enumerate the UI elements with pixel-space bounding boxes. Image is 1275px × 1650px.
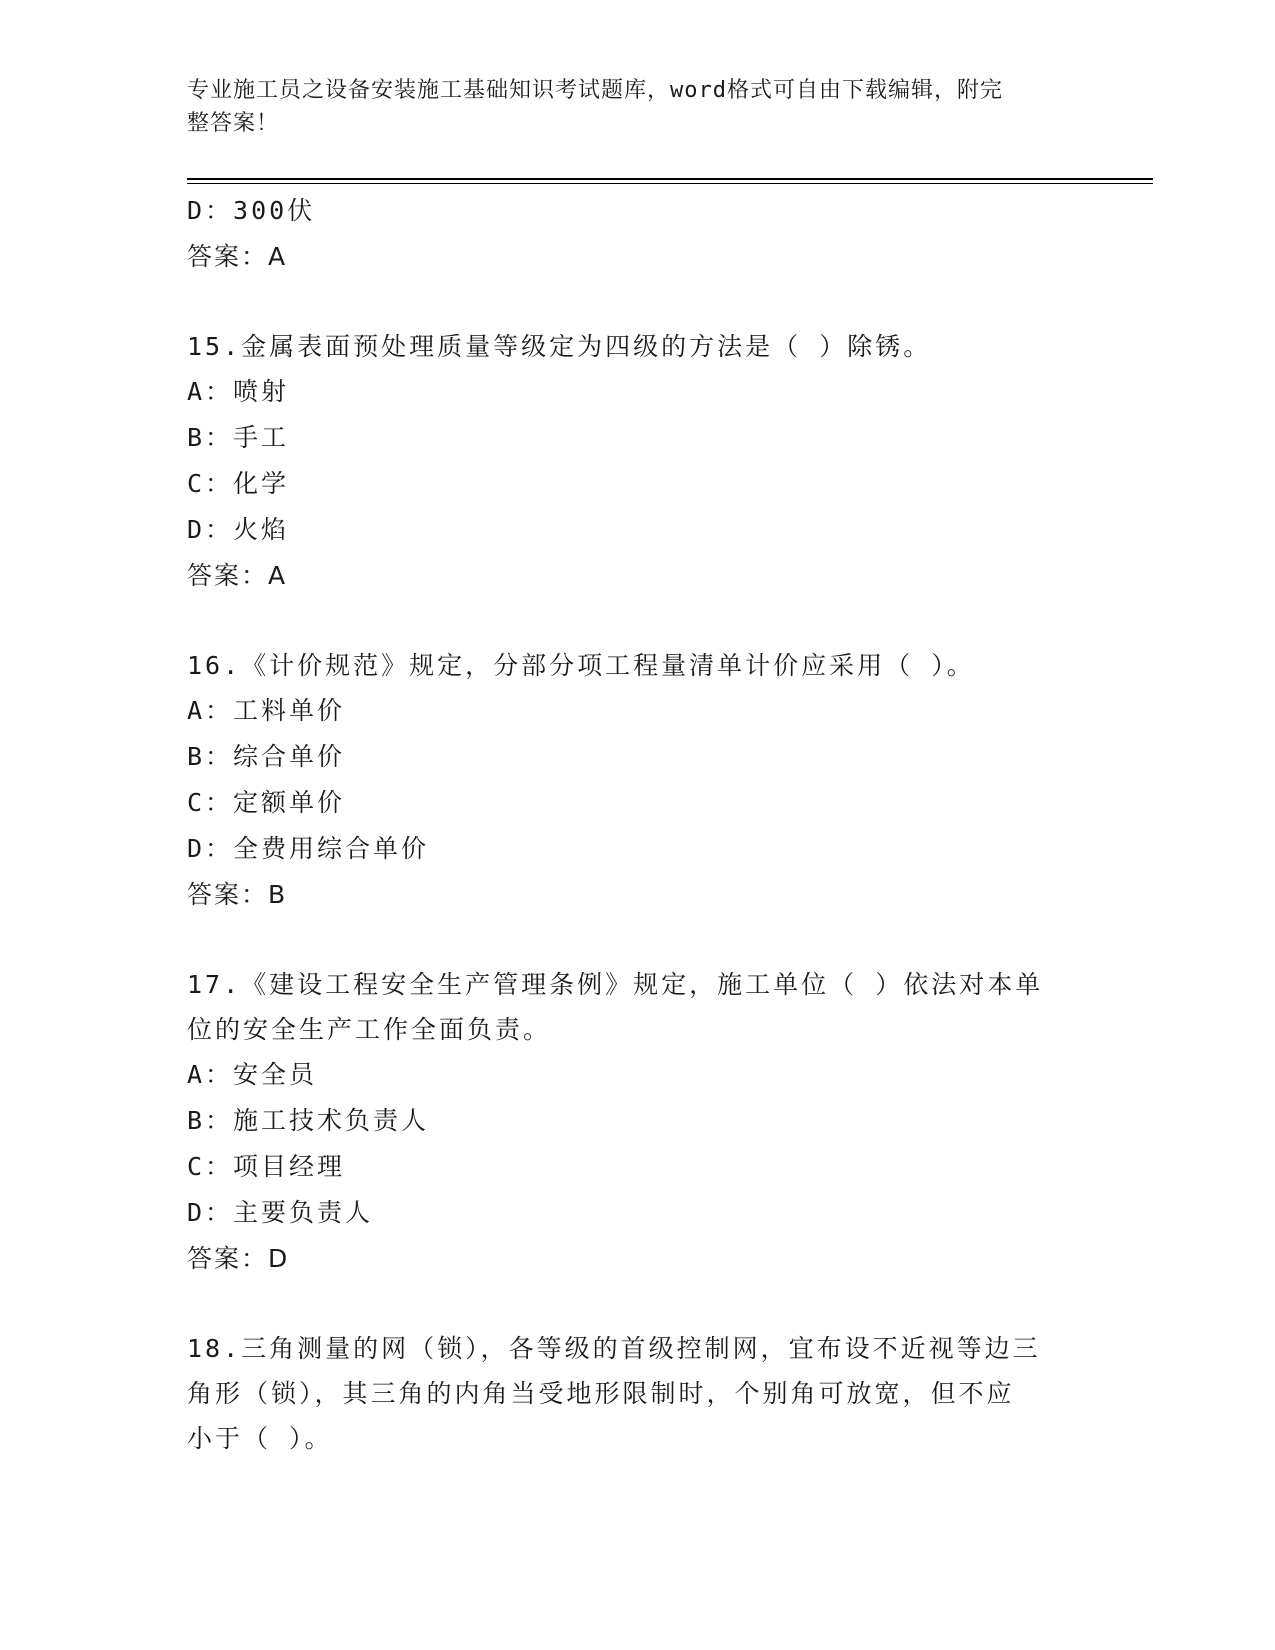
question-text: 位的安全生产工作全面负责。 [187, 1015, 552, 1044]
previous-question-tail [187, 188, 1087, 280]
option-d: D：火焰 [187, 515, 290, 544]
option-a: A：工料单价 [187, 696, 346, 725]
option-d: D：主要负责人 [187, 1198, 374, 1227]
question-18 [187, 1326, 1087, 1461]
question-text: 小于（ ）。 [187, 1424, 333, 1453]
question-text: 15.金属表面预处理质量等级定为四级的方法是（ ）除锈。 [187, 332, 932, 361]
question-text: 18.三角测量的网（锁），各等级的首级控制网，宜布设不近视等边三 [187, 1334, 1041, 1363]
option-b: B：综合单价 [187, 742, 346, 771]
answer-line: 答案：A [187, 242, 288, 271]
header-line-2: 整答案！ [187, 111, 280, 136]
question-17 [187, 962, 1087, 1282]
document-header [187, 74, 1067, 140]
spacer [187, 918, 1087, 962]
option-c: C：项目经理 [187, 1152, 346, 1181]
question-text: 16.《计价规范》规定，分部分项工程量清单计价应采用（ ）。 [187, 651, 975, 680]
option-b: B：施工技术负责人 [187, 1106, 430, 1135]
option-a: A：安全员 [187, 1060, 318, 1089]
option-d: D：300伏 [187, 196, 316, 225]
question-16 [187, 643, 1087, 918]
question-15 [187, 324, 1087, 599]
document-body [187, 188, 1087, 1461]
answer-line: 答案：D [187, 1244, 290, 1273]
spacer [187, 280, 1087, 324]
spacer [187, 599, 1087, 643]
header-line-1: 专业施工员之设备安装施工基础知识考试题库，word格式可自由下载编辑，附完 [187, 78, 1003, 103]
header-divider-thin [187, 183, 1153, 184]
spacer [187, 1282, 1087, 1326]
option-b: B：手工 [187, 423, 290, 452]
header-divider-thick [187, 178, 1153, 180]
question-text: 17.《建设工程安全生产管理条例》规定，施工单位（ ）依法对本单 [187, 970, 1044, 999]
option-c: C：化学 [187, 469, 290, 498]
option-c: C：定额单价 [187, 788, 346, 817]
option-a: A：喷射 [187, 377, 290, 406]
answer-line: 答案：A [187, 561, 288, 590]
answer-line: 答案：B [187, 880, 288, 909]
option-d: D：全费用综合单价 [187, 834, 430, 863]
question-text: 角形（锁），其三角的内角当受地形限制时，个别角可放宽，但不应 [187, 1379, 1015, 1408]
